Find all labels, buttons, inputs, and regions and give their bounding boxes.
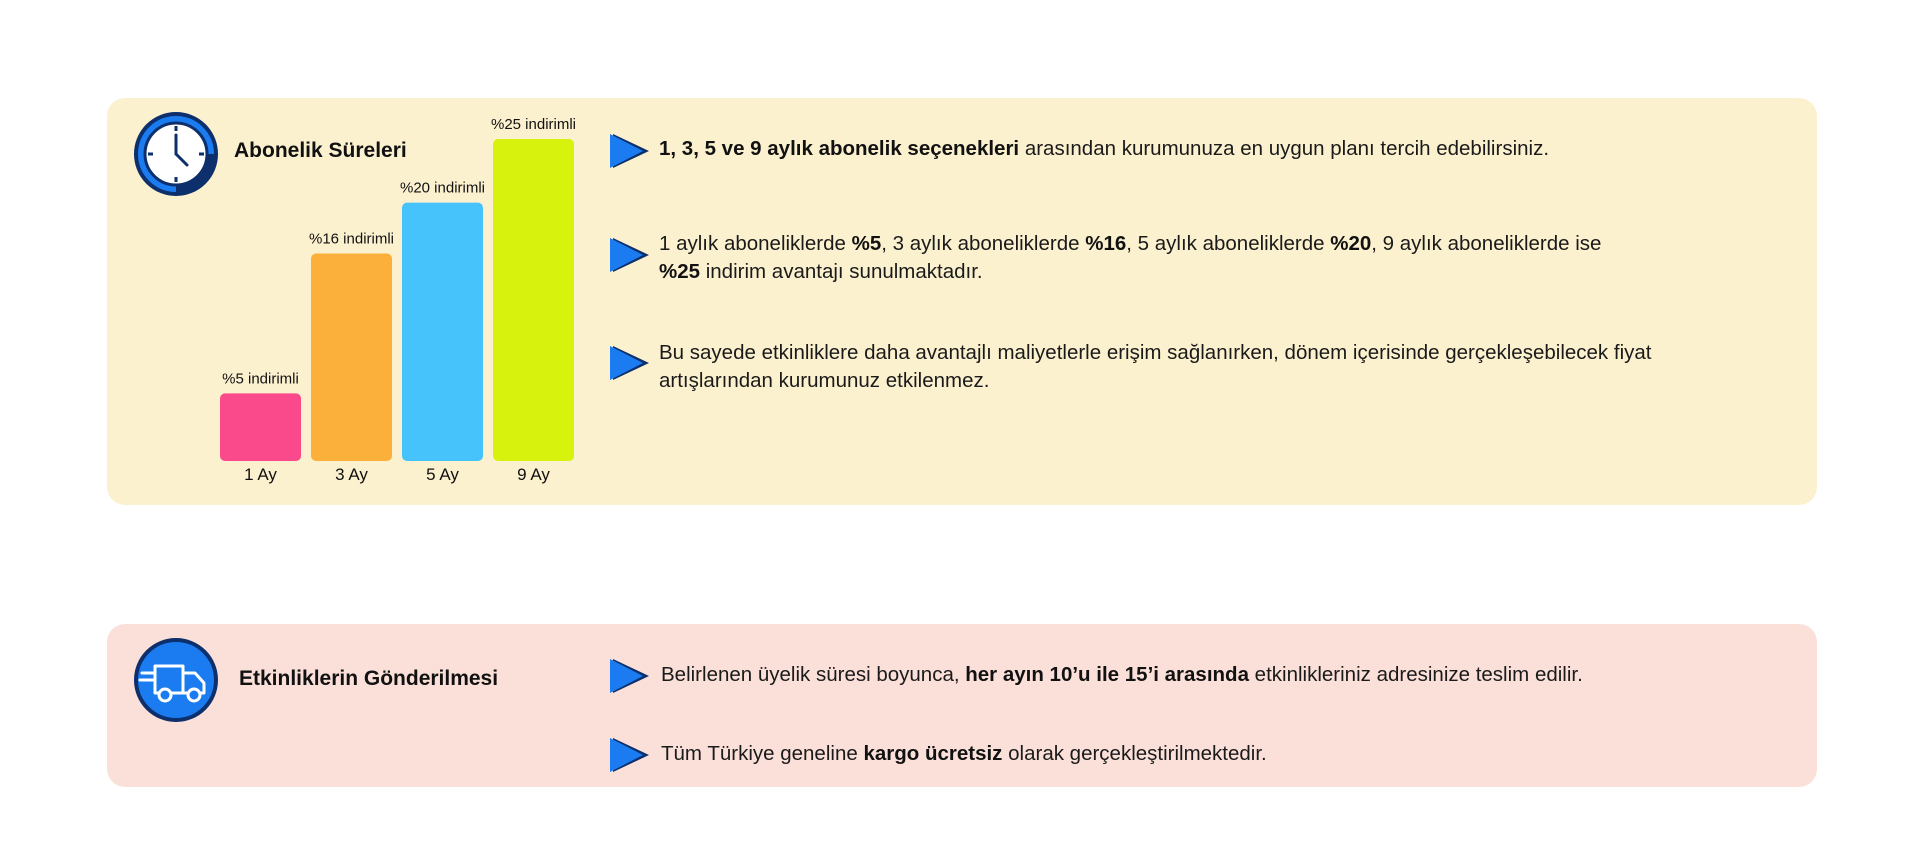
discount-20-value: %20 [1330, 232, 1372, 255]
bullet-text: , 3 aylık aboneliklerde [881, 232, 1086, 255]
bullet-text: olarak gerçekleştirilmektedir. [1002, 742, 1267, 765]
x-tick-label: 5 Ay [426, 465, 459, 484]
subscription-title: Abonelik Süreleri [234, 139, 407, 162]
play-arrow-icon [607, 735, 651, 775]
bar-data-label: %25 indirimli [490, 116, 577, 133]
shipping-title: Etkinliklerin Gönderilmesi [239, 667, 499, 690]
x-tick-label: 1 Ay [244, 465, 277, 484]
x-tick-label: 9 Ay [517, 465, 550, 484]
bar-3-ay [311, 253, 392, 461]
bullet-text: arasından kurumunuza en uygun planı tercih edebilirsiniz. [1019, 137, 1550, 160]
subscription-bullet-3 [607, 343, 1697, 395]
bullet-text: Bu sayede etkinliklere daha avantajlı maliyetlerle erişim sağlanırken, dönem içerisinde gerçekleşebilecek fiyat artışlarından kurumunuz etkilenmez. [659, 341, 1652, 392]
shipping-bullet-1 [607, 656, 1697, 696]
bullet-text: Belirlenen üyelik süresi boyunca, [661, 663, 966, 686]
discount-25-value: %25 [659, 260, 701, 283]
bullet-text: Tüm Türkiye geneline [661, 742, 864, 765]
bullet-emphasis: her ayın 10’u ile 15’i arasında [965, 663, 1249, 686]
x-tick-label: 3 Ay [335, 465, 368, 484]
bullet-text: , 9 aylık aboneliklerde ise [1371, 232, 1602, 255]
bullet-text: , 5 aylık aboneliklerde [1126, 232, 1331, 255]
delivery-truck-icon [133, 637, 219, 723]
shipping-bullet-2 [607, 735, 1697, 775]
play-arrow-icon [607, 131, 651, 171]
subscription-bullet-1 [607, 131, 1697, 171]
discount-5-value: %5 [851, 232, 882, 255]
bar-data-label: %5 indirimli [222, 370, 299, 388]
bullet-text: 1 aylık aboneliklerde [659, 232, 852, 255]
subscription-bullet-2 [607, 232, 1697, 286]
bar-5-ay [402, 203, 483, 461]
play-arrow-icon [607, 235, 651, 275]
bullet-emphasis: 1, 3, 5 ve 9 aylık abonelik seçenekleri [659, 137, 1020, 160]
bar-1-ay [220, 393, 301, 461]
play-arrow-icon [607, 343, 651, 383]
bullet-text: indirim avantajı sunulmaktadır. [700, 260, 983, 283]
bullet-emphasis: kargo ücretsiz [863, 742, 1003, 765]
bar-data-label: %16 indirimli [308, 230, 395, 248]
play-arrow-icon [607, 656, 651, 696]
discount-16-value: %16 [1085, 232, 1127, 255]
bar-9-ay [493, 139, 574, 461]
bullet-text: etkinlikleriniz adresinize teslim edilir. [1248, 663, 1583, 686]
bar-data-label: %20 indirimli [399, 179, 486, 197]
